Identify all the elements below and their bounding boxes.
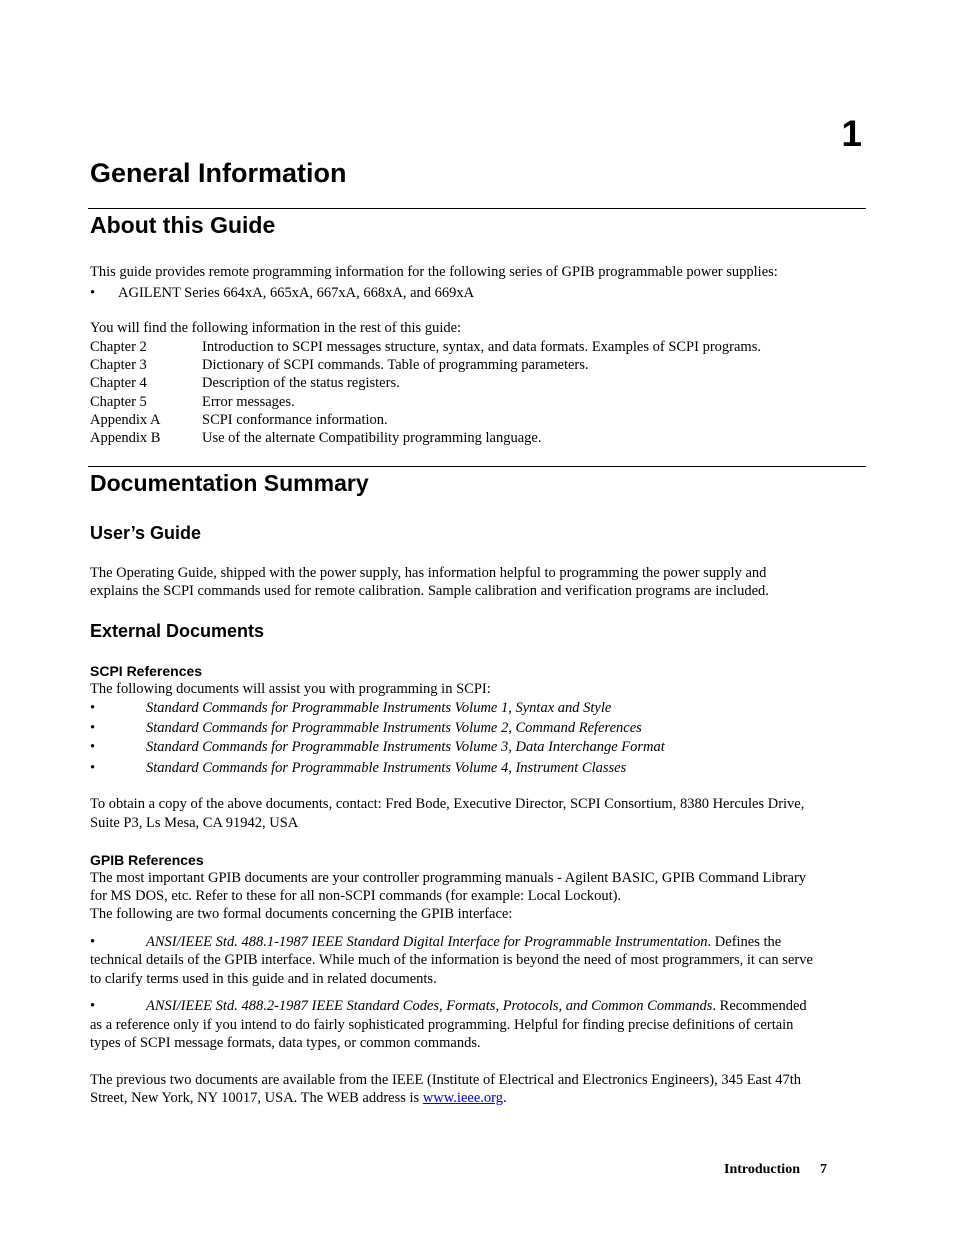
scpi-doc-item: • Standard Commands for Programmable Instruments Volume 2, Command References xyxy=(90,720,642,736)
series-text: AGILENT Series 664xA, 665xA, 667xA, 668xA, and 669xA xyxy=(118,285,475,301)
bullet-icon: • xyxy=(90,285,96,301)
toc-row: Chapter 2 Introduction to SCPI messages structure, syntax, and data formats. Examples of SCPI programs. xyxy=(90,339,761,355)
toc-row: Chapter 4 Description of the status registers. xyxy=(90,375,400,391)
subheading-users-guide: User’s Guide xyxy=(90,523,202,543)
scpi-contact: Suite P3, Ls Mesa, CA 91942, USA xyxy=(90,815,299,831)
toc-row: Appendix A SCPI conformance information. xyxy=(90,412,388,428)
scpi-doc-item: • Standard Commands for Programmable Instruments Volume 1, Syntax and Style xyxy=(90,700,612,716)
toc-row: Chapter 5 Error messages. xyxy=(90,394,295,410)
about-intro: This guide provides remote programming information for the following series of GPIB programmable power supplies: xyxy=(90,264,778,280)
scpi-doc-item: • Standard Commands for Programmable Instruments Volume 4, Instrument Classes xyxy=(90,760,627,776)
users-guide-text: The Operating Guide, shipped with the power supply, has information helpful to programming the power supply and xyxy=(90,565,767,581)
footer-section: Introduction xyxy=(724,1162,800,1177)
gpib-text: The following are two formal documents concerning the GPIB interface: xyxy=(90,906,513,922)
scpi-references-heading: SCPI References xyxy=(90,663,203,679)
toc-row: Appendix B Use of the alternate Compatibility programming language. xyxy=(90,430,542,446)
ieee-availability: The previous two documents are available from the IEEE (Institute of Electrical and Electronics Engineers), 345 East 47th xyxy=(90,1072,802,1088)
gpib-text: The most important GPIB documents are your controller programming manuals - Agilent BASIC, GPIB Command Library xyxy=(90,870,807,886)
footer-page-number: 7 xyxy=(819,1162,827,1177)
chapter-title: General Information xyxy=(90,158,347,188)
gpib-doc-item: • ANSI/IEEE Std. 488.1-1987 IEEE Standard Digital Interface for Programmable Instrumentation. Defines the xyxy=(90,934,782,950)
gpib-doc-item-text: as a reference only if you intend to do fairly sophisticated programming. Helpful for finding precise definitions of certain xyxy=(90,1017,794,1033)
gpib-doc-item-text: to clarify terms used in this guide and in related documents. xyxy=(90,971,437,987)
section-divider xyxy=(88,208,866,209)
chapter-number: 1 xyxy=(841,113,862,154)
page-footer xyxy=(724,1161,827,1179)
scpi-intro: The following documents will assist you with programming in SCPI: xyxy=(90,681,491,697)
gpib-references-heading: GPIB References xyxy=(90,852,204,868)
gpib-doc-item: • ANSI/IEEE Std. 488.2-1987 IEEE Standard Codes, Formats, Protocols, and Common Commands. Recommended xyxy=(90,998,807,1014)
scpi-doc-item: • Standard Commands for Programmable Instruments Volume 3, Data Interchange Format xyxy=(90,739,665,755)
gpib-doc-item-text: types of SCPI message formats, data types, or common commands. xyxy=(90,1035,481,1051)
section-heading-about: About this Guide xyxy=(90,212,276,238)
gpib-doc-item-text: technical details of the GPIB interface. While much of the information is beyond the need of most programmers, it can serve xyxy=(90,952,813,968)
subheading-external-docs: External Documents xyxy=(90,621,265,641)
ieee-availability: Street, New York, NY 10017, USA. The WEB address is www.ieee.org. xyxy=(90,1090,507,1106)
series-bullet xyxy=(90,284,474,302)
section-divider xyxy=(88,466,866,467)
toc-row: Chapter 3 Dictionary of SCPI commands. Table of programming parameters. xyxy=(90,357,589,373)
toc-intro: You will find the following information in the rest of this guide: xyxy=(90,320,462,336)
users-guide-text: explains the SCPI commands used for remote calibration. Sample calibration and verification programs are included. xyxy=(90,583,769,599)
ieee-link[interactable]: www.ieee.org xyxy=(422,1090,503,1106)
section-heading-docs: Documentation Summary xyxy=(90,470,369,496)
gpib-text: for MS DOS, etc. Refer to these for all non-SCPI commands (for example: Local Lockout). xyxy=(90,888,622,904)
scpi-contact: To obtain a copy of the above documents, contact: Fred Bode, Executive Director, SCPI Consortium, 8380 Hercules Drive, xyxy=(90,796,805,812)
